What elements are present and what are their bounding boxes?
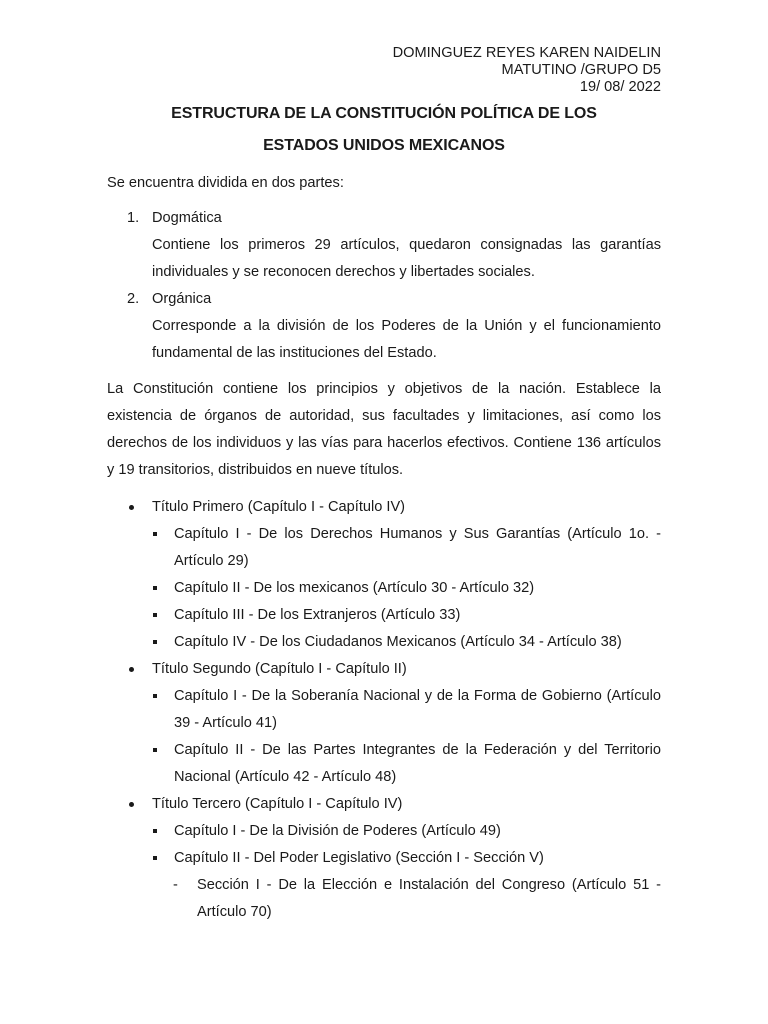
document-title [0,98,768,162]
intro-text: Se encuentra dividida en dos partes: [107,175,344,191]
part-number: 2. [127,291,140,307]
document-date: 19/ 08/ 2022 [579,79,661,95]
capitulo-item [107,602,661,629]
capitulo-label: Capítulo II - De las Partes Integrantes de la Federación y del Territorio Nacional (Artículo 42 - Artículo 48) [174,742,661,785]
titulo-label: Título Primero (Capítulo I - Capítulo IV) [152,499,406,515]
capitulo-item [107,521,661,575]
part-item [107,205,661,286]
part-number: 1. [127,210,140,226]
capitulo-item [107,575,661,602]
capitulo-item [107,737,661,791]
part-item [107,286,661,367]
document-header [393,45,661,96]
square-bullet-icon [153,613,157,617]
titulo-item [107,791,661,926]
body-paragraph: La Constitución contiene los principios y objetivos de la nación. Establece la existencia de órganos de autoridad, sus facultades y limitaciones, así como los derechos de los individuos y las vías para hacerlos efectivos. Contiene 136 artículos y 19 transitorios, distribuidos en nueve títulos. [107,381,661,478]
bullet-icon [129,505,134,510]
titulo-label: Título Segundo (Capítulo I - Capítulo II) [152,661,407,677]
author-group: MATUTINO /GRUPO D5 [501,62,661,78]
author-name: DOMINGUEZ REYES KAREN NAIDELIN [392,45,661,61]
titulo-item [107,494,661,656]
square-bullet-icon [153,586,157,590]
title-line-1: ESTRUCTURA DE LA CONSTITUCIÓN POLÍTICA DE LOS [171,105,597,122]
square-bullet-icon [153,829,157,833]
capitulo-label: Capítulo III - De los Extranjeros (Artículo 33) [174,607,461,623]
capitulo-label: Capítulo IV - De los Ciudadanos Mexicanos (Artículo 34 - Artículo 38) [174,634,622,650]
capitulo-item [107,818,661,845]
capitulo-item [107,845,661,926]
document-body [107,170,661,926]
parts-list [107,205,661,367]
part-name: Orgánica [152,291,212,307]
capitulo-label: Capítulo I - De la Soberanía Nacional y de la Forma de Gobierno (Artículo 39 - Artículo 41) [174,688,661,731]
capitulos-list [152,683,661,791]
square-bullet-icon [153,532,157,536]
titulos-list [107,494,661,926]
titulo-item [107,656,661,791]
part-name: Dogmática [152,210,222,226]
capitulos-list [152,818,661,926]
capitulo-label: Capítulo I - De los Derechos Humanos y Sus Garantías (Artículo 1o. - Artículo 29) [174,526,661,569]
capitulo-item [107,683,661,737]
capitulo-label: Capítulo II - De los mexicanos (Artículo 30 - Artículo 32) [174,580,535,596]
bullet-icon [129,667,134,672]
seccion-item [107,872,661,926]
square-bullet-icon [153,856,157,860]
part-description: Corresponde a la división de los Poderes de la Unión y el funcionamiento fundamental de las instituciones del Estado. [152,318,661,361]
title-line-2: ESTADOS UNIDOS MEXICANOS [263,137,505,154]
capitulo-label: Capítulo II - Del Poder Legislativo (Sección I - Sección V) [174,850,544,866]
capitulo-item [107,629,661,656]
capitulo-label: Capítulo I - De la División de Poderes (Artículo 49) [174,823,501,839]
seccion-label: Sección I - De la Elección e Instalación del Congreso (Artículo 51 - Artículo 70) [197,877,661,920]
secciones-list [174,872,661,926]
square-bullet-icon [153,694,157,698]
dash-bullet-icon: - [173,877,178,893]
part-description: Contiene los primeros 29 artículos, quedaron consignadas las garantías individuales y se reconocen derechos y libertades sociales. [152,237,661,280]
capitulos-list [152,521,661,656]
titulo-label: Título Tercero (Capítulo I - Capítulo IV) [152,796,403,812]
square-bullet-icon [153,748,157,752]
square-bullet-icon [153,640,157,644]
bullet-icon [129,802,134,807]
